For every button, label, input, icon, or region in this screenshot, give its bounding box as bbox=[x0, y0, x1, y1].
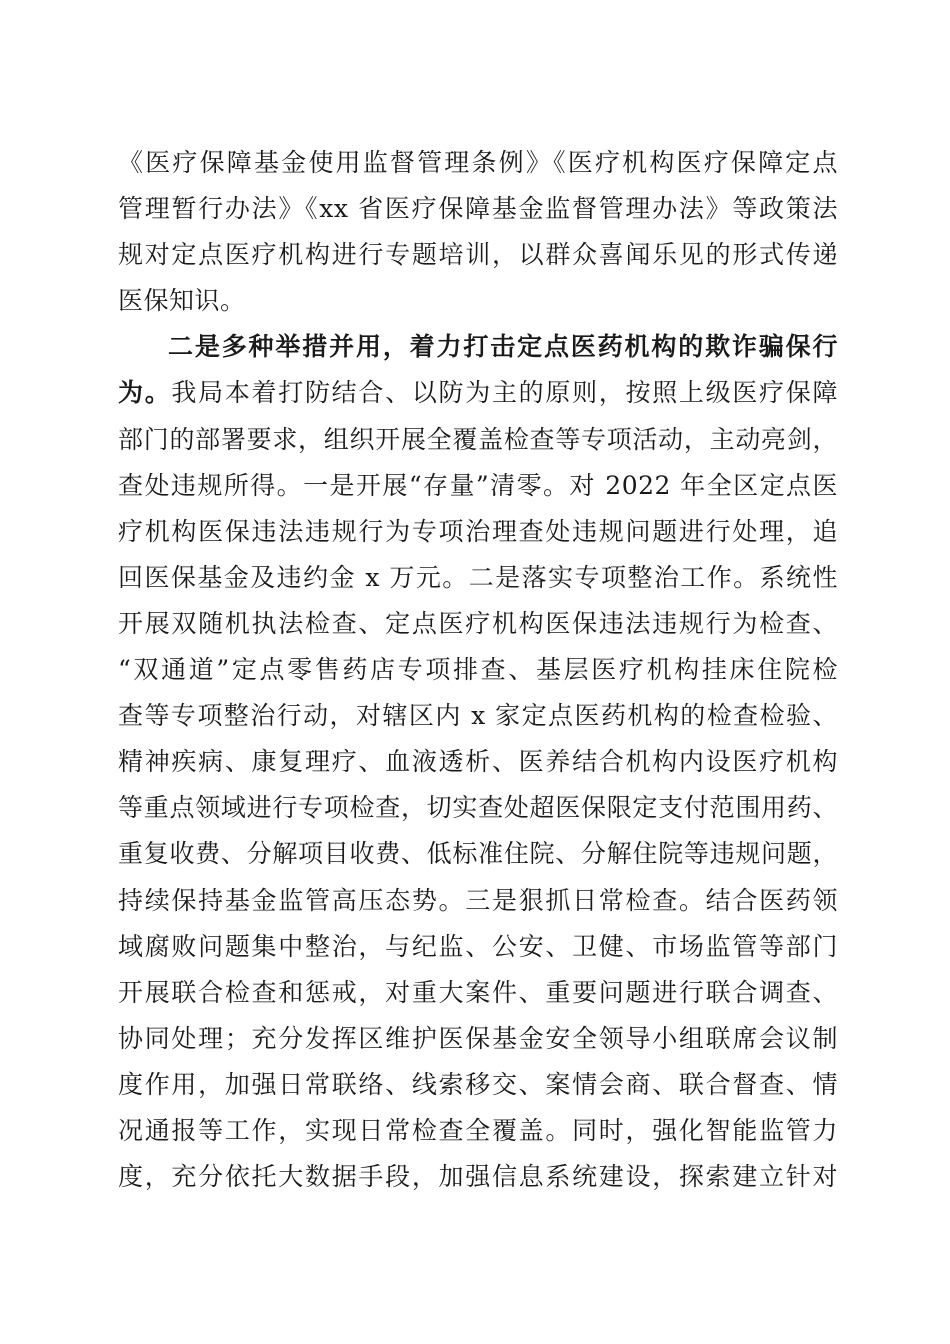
paragraph-line: 度，充分依托大数据手段，加强信息系统建设，探索建立针对 bbox=[118, 1162, 838, 1192]
paragraph-line: 疗机构医保违法违规行为专项治理查处违规问题进行处理，追 bbox=[118, 516, 838, 546]
paragraph-line: 回医保基金及违约金 x 万元。二是落实专项整治工作。系统性 bbox=[118, 562, 838, 592]
paragraph-1 bbox=[118, 140, 838, 324]
paragraph-line: 查处违规所得。一是开展“存量”清零。对 2022 年全区定点医 bbox=[118, 470, 838, 500]
paragraph-line: 开展联合检查和惩戒，对重大案件、重要问题进行联合调查、 bbox=[118, 977, 838, 1007]
paragraph-line: 查等专项整治行动，对辖区内 x 家定点医药机构的检查检验、 bbox=[118, 701, 838, 731]
paragraph-line: 况通报等工作，实现日常检查全覆盖。同时，强化智能监管力 bbox=[118, 1115, 838, 1145]
paragraph-line: 精神疾病、康复理疗、血液透析、医养结合机构内设医疗机构 bbox=[118, 747, 838, 777]
paragraph-2 bbox=[118, 324, 838, 1200]
paragraph-text: 我局本着打防结合、以防为主的原则，按照上级医疗保障 bbox=[171, 378, 838, 408]
paragraph-line: 重复收费、分解项目收费、低标准住院、分解住院等违规问题， bbox=[118, 839, 838, 869]
paragraph-line bbox=[118, 370, 838, 416]
paragraph-line: 开展双随机执法检查、定点医疗机构医保违法违规行为检查、 bbox=[118, 608, 838, 638]
paragraph-heading: 二是多种举措并用，着力打击定点医药机构的欺诈骗保行 bbox=[168, 332, 838, 362]
paragraph-line: 等重点领域进行专项检查，切实查处超医保限定支付范围用药、 bbox=[118, 793, 838, 823]
paragraph-line: 域腐败问题集中整治，与纪监、公安、卫健、市场监管等部门 bbox=[118, 931, 838, 961]
paragraph-heading-end: 为。 bbox=[118, 378, 172, 408]
paragraph-line: 《医疗保障基金使用监督管理条例》《医疗机构医疗保障定点 bbox=[118, 148, 838, 177]
paragraph-line: 管理暂行办法》《xx 省医疗保障基金监督管理办法》等政策法 bbox=[118, 194, 838, 224]
paragraph-line: 部门的部署要求，组织开展全覆盖检查等专项活动，主动亮剑， bbox=[118, 424, 838, 454]
paragraph-line: 规对定点医疗机构进行专题培训，以群众喜闻乐见的形式传递 bbox=[118, 240, 838, 270]
paragraph-line: “双通道”定点零售药店专项排查、基层医疗机构挂床住院检 bbox=[118, 655, 838, 685]
paragraph-line: 度作用，加强日常联络、线索移交、案情会商、联合督查、情 bbox=[118, 1069, 838, 1099]
document-body bbox=[118, 140, 838, 1200]
paragraph-line: 持续保持基金监管高压态势。三是狠抓日常检查。结合医药领 bbox=[118, 885, 838, 915]
paragraph-line: 医保知识。 bbox=[118, 286, 246, 316]
paragraph-line: 协同处理；充分发挥区维护医保基金安全领导小组联席会议制 bbox=[118, 1023, 838, 1053]
